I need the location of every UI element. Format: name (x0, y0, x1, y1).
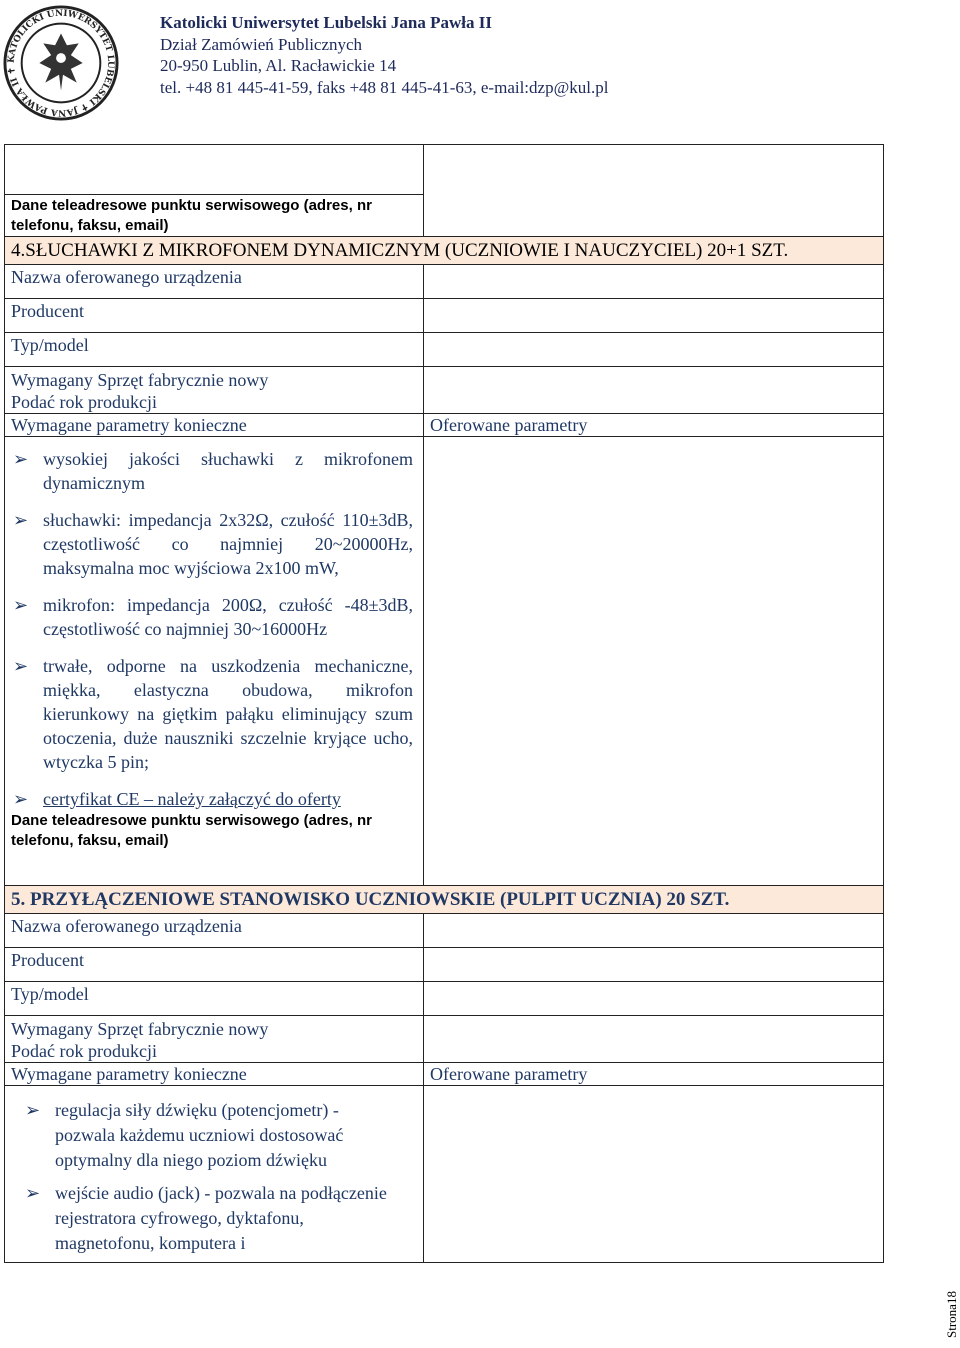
row-params-header (5, 414, 884, 437)
year-input[interactable] (424, 367, 884, 414)
row-name (5, 265, 884, 299)
page-number: Strona18 (944, 1291, 959, 1338)
producer-label: Producent (5, 299, 424, 333)
arrow-bullet-icon: ➢ (13, 595, 29, 615)
service-label: Dane teleadresowe punktu serwisowego (adres, nr telefonu, faksu, email) (5, 195, 424, 237)
device-name-label-5: Nazwa oferowanego urządzenia (5, 914, 424, 948)
requirements-list (11, 447, 413, 811)
row-requirements (5, 437, 884, 886)
model-label-5: Typ/model (5, 982, 424, 1016)
letterhead (0, 0, 960, 130)
requirement-item: ➢ certyfikat CE – należy załączyć do oferty (13, 789, 341, 809)
device-name-input-5[interactable] (424, 914, 884, 948)
year-label-5: Podać rok produkcji (11, 1041, 157, 1061)
row-model (5, 333, 884, 367)
required-params-label: Wymagane parametry konieczne (5, 414, 424, 437)
form-row-blank (5, 145, 884, 195)
offered-params-label-5: Oferowane parametry (424, 1063, 884, 1086)
address-line: 20-950 Lublin, Al. Racławickie 14 (160, 56, 397, 75)
blank-cell-left (5, 145, 424, 195)
required-new-label-5: Wymagany Sprzęt fabrycznie nowy (11, 1019, 269, 1039)
offer-form-table (4, 144, 884, 1263)
arrow-bullet-icon: ➢ (25, 1100, 41, 1120)
row-requirements-5 (5, 1086, 884, 1263)
offered-params-label: Oferowane parametry (424, 414, 884, 437)
requirements-cell (5, 437, 424, 886)
model-label: Typ/model (5, 333, 424, 367)
offered-params-input-5[interactable] (424, 1086, 884, 1263)
required-params-label-5: Wymagane parametry konieczne (5, 1063, 424, 1086)
university-name: Katolicki Uniwersytet Lubelski Jana Pawła II (160, 13, 492, 32)
contact-line: tel. +48 81 445-41-59, faks +48 81 445-41-63, e-mail:dzp@kul.pl (160, 77, 609, 97)
svg-text:KATOLICKI UNIWERSYTET LUBELSKI: KATOLICKI UNIWERSYTET LUBELSKI ✝ JANA PAWŁA II ✝ (6, 8, 116, 118)
offered-params-input[interactable] (424, 437, 884, 886)
model-input-5[interactable] (424, 982, 884, 1016)
producer-label-5: Producent (5, 948, 424, 982)
row-year (5, 367, 884, 414)
arrow-bullet-icon: ➢ (25, 1183, 41, 1203)
section-4-header-row (5, 237, 884, 265)
producer-input-5[interactable] (424, 948, 884, 982)
university-seal-icon (2, 4, 120, 122)
year-block-5 (5, 1016, 424, 1063)
device-name-input[interactable] (424, 265, 884, 299)
row-year-5 (5, 1016, 884, 1063)
requirement-item: ➢ regulacja siły dźwięku (potencjometr) - pozwala każdemu uczniowi dostosować optymalny dla niego poziom dźwięku (25, 1100, 344, 1170)
producer-input[interactable] (424, 299, 884, 333)
device-name-label: Nazwa oferowanego urządzenia (5, 265, 424, 299)
row-model-5 (5, 982, 884, 1016)
section-5-title: 5. PRZYŁĄCZENIOWE STANOWISKO UCZNIOWSKIE (PULPIT UCZNIA) 20 SZT. (5, 886, 884, 914)
section-5-header-row (5, 886, 884, 914)
row-params-header-5 (5, 1063, 884, 1086)
requirement-item: ➢ wysokiej jakości słuchawki z mikrofonem dynamicznym (13, 449, 413, 493)
row-producer (5, 299, 884, 333)
required-new-label: Wymagany Sprzęt fabrycznie nowy (11, 370, 269, 390)
model-input[interactable] (424, 333, 884, 367)
requirements-cell-5 (5, 1086, 424, 1263)
row-name-5 (5, 914, 884, 948)
section-4-title: 4.SŁUCHAWKI Z MIKROFONEM DYNAMICZNYM (UCZNIOWIE I NAUCZYCIEL) 20+1 SZT. (5, 237, 884, 265)
year-label: Podać rok produkcji (11, 392, 157, 412)
requirement-item: ➢ mikrofon: impedancja 200Ω, czułość -48±3dB, częstotliwość co najmniej 30~16000Hz (13, 595, 413, 639)
year-input-5[interactable] (424, 1016, 884, 1063)
requirements-list-5 (23, 1098, 393, 1256)
arrow-bullet-icon: ➢ (13, 656, 29, 676)
arrow-bullet-icon: ➢ (13, 789, 29, 809)
requirement-item: ➢ wejście audio (jack) - pozwala na podłączenie rejestratora cyfrowego, dyktafonu, magnetofonu, komputera i (25, 1183, 387, 1253)
letterhead-text (160, 12, 608, 98)
service-label-4: Dane teleadresowe punktu serwisowego (adres, nr telefonu, faksu, email) (11, 812, 372, 849)
requirement-item: ➢ słuchawki: impedancja 2x32Ω, czułość 110±3dB, częstotliwość co najmniej 20~20000Hz, maksymalna moc wyjściowa 2x100 mW, (13, 510, 413, 578)
arrow-bullet-icon: ➢ (13, 510, 29, 530)
service-value-cell[interactable] (424, 145, 884, 237)
requirement-item: ➢ trwałe, odporne na uszkodzenia mechaniczne, miękka, elastyczna obudowa, mikrofon kierunkowy na giętkim pałąku eliminujący szum otoczenia, duże nauszniki szczelnie kryjące ucho, wtyczka 5 pin; (13, 656, 413, 772)
department-name: Dział Zamówień Publicznych (160, 34, 363, 54)
row-producer-5 (5, 948, 884, 982)
year-block (5, 367, 424, 414)
arrow-bullet-icon: ➢ (13, 449, 29, 469)
